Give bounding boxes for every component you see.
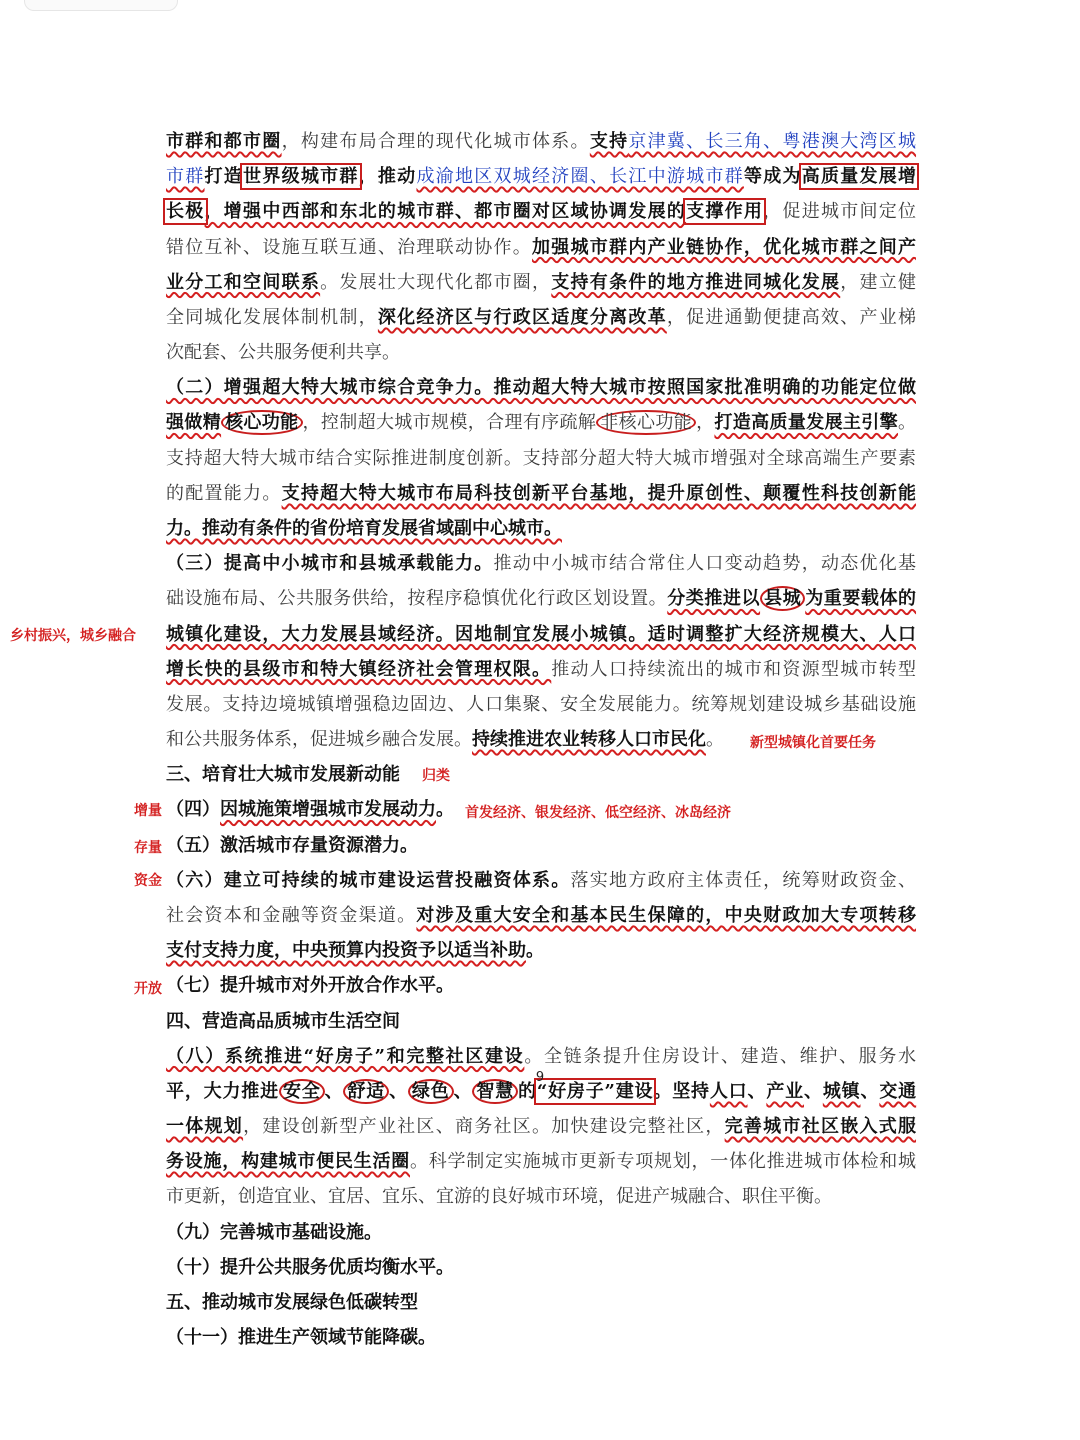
text-segment: 京津冀、长三角、粤港澳大湾区城 [628, 131, 917, 152]
text-segment: 长极 [166, 201, 205, 223]
text-line [166, 1179, 916, 1214]
annotation-economies: 首发经济、银发经济、低空经济、冰岛经济 [465, 805, 731, 821]
text-segment: （十一）推进生产领域节能降碳。 [166, 1327, 436, 1349]
text-segment: 支付支持力度，中央预算内投资予以适当补助 [166, 940, 526, 962]
annotation-rural: 乡村振兴，城乡融合 [10, 628, 136, 644]
text-segment: （二）增强超大特大城市综合竞争力。推动超大特大城市按照国家批准明确的功能定位做 [166, 377, 916, 399]
text-segment: 、 [804, 1080, 823, 1102]
text-segment: 打造 [204, 166, 244, 188]
text-segment: 城镇化建设，大力发展县域经济。因地制宜发展小城镇。适时调整扩大经济规模大、人口 [166, 623, 916, 645]
text-segment: 交通 [879, 1080, 917, 1102]
text-segment: 务设施，构建城市便民生活圈 [166, 1151, 410, 1173]
text-segment: 加强城市群内产业链协作，优化城市群之间产 [532, 236, 916, 258]
text-segment: 支持 [589, 131, 629, 152]
text-segment: 次配套、公共服务便利共享。 [166, 342, 400, 364]
text-segment: 安全 [279, 1079, 325, 1104]
text-segment: （八）系统推进“好房子”和完整社区建设 [166, 1045, 525, 1067]
text-segment: “好房子”建设 [536, 1080, 654, 1102]
text-line [166, 335, 916, 370]
text-line [166, 968, 916, 1003]
text-line [166, 159, 916, 194]
text-line [166, 1039, 916, 1074]
text-segment: 非核心功能 [596, 410, 696, 435]
text-line [166, 1144, 916, 1179]
text-segment: ，促进通勤便捷高效、产业梯 [666, 306, 917, 328]
text-segment: 推动中小城市结合常住人口变动趋势，动态优化基 [493, 553, 917, 575]
text-segment: 高质量发展增 [801, 166, 917, 188]
text-segment: 。发展壮大现代化都市圈， [320, 271, 552, 293]
text-segment: 四、营造高品质城市生活空间 [166, 1010, 400, 1032]
text-segment: （六）建立可持续的城市建设运营投融资体系。 [166, 869, 571, 891]
text-line [166, 1109, 916, 1144]
text-segment: 的 [518, 1080, 537, 1102]
text-segment: ，构建布局合理的现代化城市体系。 [281, 131, 590, 152]
text-line [166, 230, 916, 265]
text-segment: ，控制超大城市规模，合理有序疏解 [302, 412, 597, 434]
text-line [166, 863, 916, 898]
text-segment: 支持超大特大城市布局科技创新平台基地，提升原创性、颠覆性科技创新能 [281, 482, 917, 504]
text-segment: 错位互补、设施互联互通、治理联动协作。 [166, 236, 532, 258]
text-line [166, 652, 916, 687]
text-line [166, 757, 916, 792]
text-segment: 产业 [766, 1080, 804, 1102]
text-line [166, 933, 916, 968]
text-segment: 舒适 [343, 1079, 389, 1104]
text-line [166, 1285, 916, 1320]
text-segment: 。全链条提升住房设计、建造、维护、服务水 [524, 1045, 916, 1067]
text-segment: （三）提高中小城市和县城承载能力。 [166, 553, 494, 575]
annotation-primary-task: 新型城镇化首要任务 [750, 735, 876, 751]
text-segment: 础设施布局、公共服务供给，按程序稳慎优化行政区划设置。 [166, 588, 668, 610]
text-segment: 支持超大特大城市结合实际推进制度创新。支持部分超大特大城市增强对全球高端生产要素 [166, 447, 916, 469]
text-segment: 。科学制定实施城市更新专项规划，一体化推进城市体检和城 [410, 1151, 916, 1173]
annotation-capital: 资金 [134, 873, 162, 889]
text-segment: （五）激活城市存量资源潜力。 [166, 834, 418, 856]
text-segment: 。 [526, 940, 544, 962]
text-segment: 市群 [166, 166, 205, 188]
text-line [166, 405, 916, 440]
text-segment: （七）提升城市对外开放合作水平。 [166, 975, 454, 997]
text-segment: 分类推进以 [667, 588, 761, 610]
text-segment: 为重要载体的 [805, 588, 917, 610]
text-line [166, 828, 916, 863]
text-line [166, 1320, 916, 1355]
text-segment: 、 [747, 1080, 767, 1102]
text-segment: 智慧 [472, 1079, 518, 1104]
text-segment: ，促进城市间定位 [763, 201, 917, 223]
text-segment: 成渝地区双城经济圈、长江中游城市群 [416, 166, 744, 188]
text-segment: 。 [436, 799, 454, 821]
page-number: 9 [535, 1070, 545, 1085]
text-segment: 落实地方政府主体责任，统筹财政资金、 [570, 869, 917, 891]
text-segment: ，建设创新型产业社区、商务社区。加快建设完整社区， [243, 1116, 725, 1138]
text-segment: 社会资本和金融等资金渠道。 [166, 904, 417, 926]
text-segment: 打造高质量发展主引擎 [714, 412, 899, 434]
text-segment: 、 [324, 1080, 344, 1102]
text-segment: 推动人口持续流出的城市和资源型城市转型 [551, 658, 917, 680]
text-segment: ，建立健 [840, 271, 917, 293]
text-segment: ， [696, 412, 715, 434]
text-segment: 支撑作用 [686, 201, 764, 223]
text-segment: 绿色 [408, 1079, 454, 1104]
text-line [166, 1004, 916, 1039]
text-segment: 全同城化发展体制机制， [166, 306, 378, 328]
text-line [166, 476, 916, 511]
text-line [166, 300, 916, 335]
text-segment: ，推动 [358, 166, 417, 188]
text-segment: 。 [706, 729, 724, 751]
text-segment: 平，大力推进 [166, 1080, 279, 1102]
text-segment: 市群和都市圈 [166, 131, 282, 152]
annotation-increment: 增量 [134, 803, 162, 819]
text-segment: 。 [898, 412, 917, 434]
text-segment: 城镇 [822, 1080, 861, 1102]
text-segment: 三、培育壮大城市发展新动能 [166, 764, 400, 786]
text-line [166, 546, 916, 581]
text-segment: 持续推进农业转移人口市民化 [472, 729, 706, 751]
text-line [166, 511, 916, 546]
text-segment: 发展。支持边境城镇增强稳边固边、人口集聚、安全发展能力。统筹规划建设城乡基础设施 [166, 693, 916, 715]
text-segment: 、 [860, 1080, 880, 1102]
annotation-opening: 开放 [134, 981, 162, 997]
text-segment: 对涉及重大安全和基本民生保障的，中央财政加大专项转移 [416, 904, 916, 926]
annotation-classify: 归类 [422, 768, 450, 784]
text-segment: 和公共服务体系，促进城乡融合发展。 [166, 729, 472, 751]
text-line [166, 617, 916, 652]
text-line [166, 124, 916, 159]
text-line [166, 194, 916, 229]
text-segment: 人口 [709, 1080, 748, 1102]
text-line [166, 370, 916, 405]
text-segment: 、 [389, 1080, 408, 1102]
text-segment: 支持有条件的地方推进同城化发展 [551, 271, 841, 293]
text-line [166, 265, 916, 300]
text-segment: （九）完善城市基础设施。 [166, 1221, 382, 1243]
text-segment: 强做精 [166, 412, 222, 434]
text-segment: 的配置能力。 [166, 482, 282, 504]
text-line [166, 1215, 916, 1250]
text-segment: 增长快的县级市和特大镇经济社会管理权限。 [166, 658, 552, 680]
text-line [166, 441, 916, 476]
text-segment: 、 [453, 1080, 473, 1102]
text-segment: 力。推动有条件的省份培育发展省域副中心城市。 [166, 517, 562, 539]
text-segment: 核心功能 [221, 410, 302, 435]
text-segment: 业分工和空间联系 [166, 271, 321, 293]
text-segment: 世界级城市群 [243, 166, 359, 188]
text-segment: ，增强中西部和东北的城市群、都市圈对区域协调发展的 [204, 201, 687, 223]
text-segment: 一体规划 [166, 1116, 244, 1138]
text-segment: 等成为 [743, 166, 802, 188]
text-segment: 五、推动城市发展绿色低碳转型 [166, 1291, 418, 1313]
text-line [166, 898, 916, 933]
text-segment: 深化经济区与行政区适度分离改革 [377, 306, 667, 328]
text-segment: 市更新，创造宜业、宜居、宜乐、宜游的良好城市环境，促进产城融合、职住平衡。 [166, 1186, 832, 1208]
text-segment: 县城 [760, 586, 805, 611]
text-line [166, 1250, 916, 1285]
text-segment: 。坚持 [653, 1080, 710, 1102]
text-segment: （四） [166, 799, 220, 821]
text-segment: 因城施策增强城市发展动力 [220, 799, 436, 821]
text-segment: （十）提升公共服务优质均衡水平。 [166, 1256, 454, 1278]
text-segment: 完善城市社区嵌入式服 [724, 1116, 917, 1138]
text-line [166, 687, 916, 722]
text-line [166, 581, 916, 616]
annotation-stock: 存量 [134, 840, 162, 856]
